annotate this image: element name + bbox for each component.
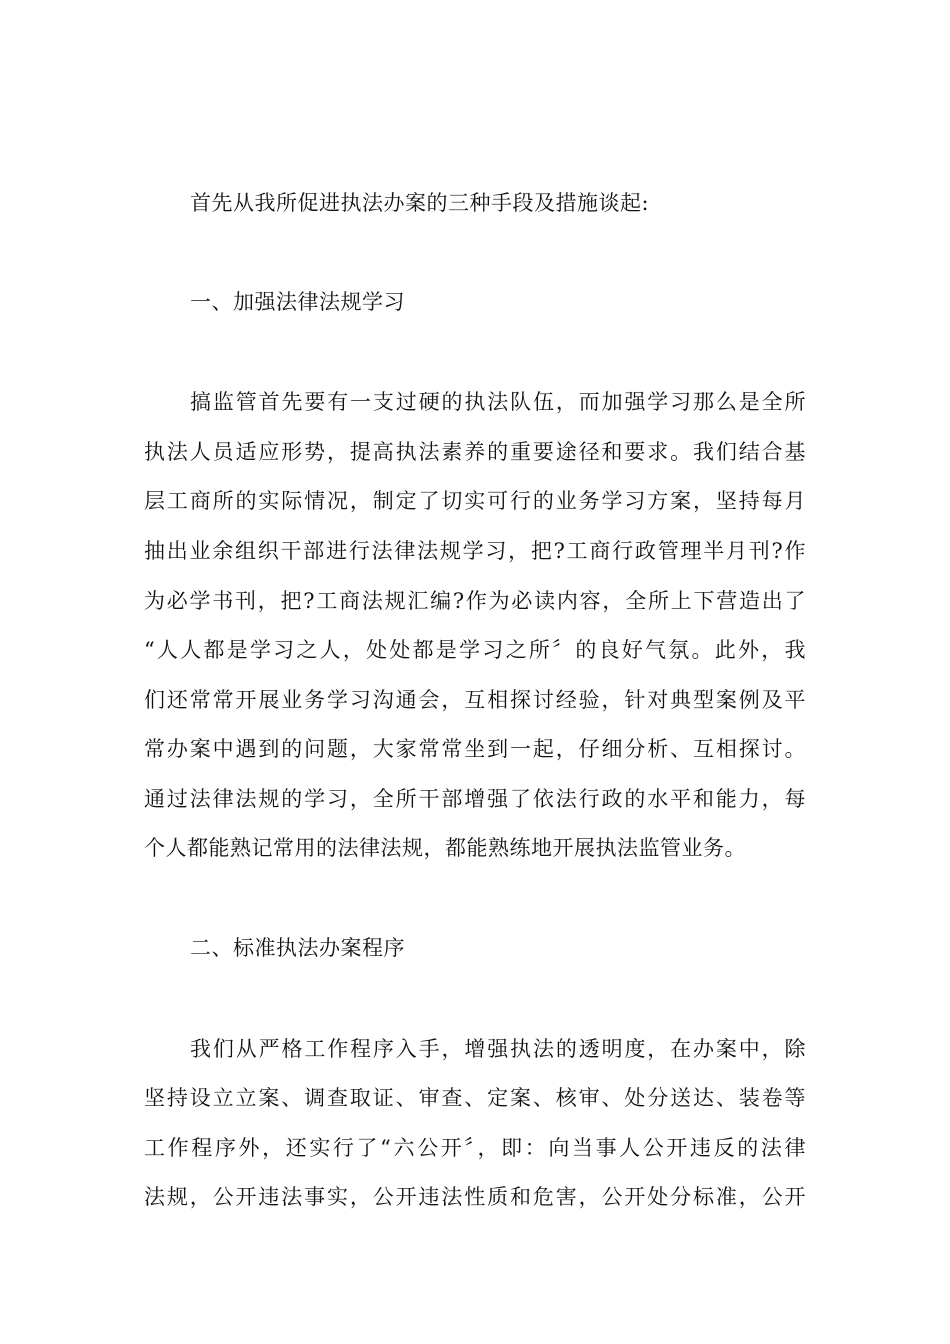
paragraph-line: 通过法律法规的学习，全所干部增强了依法行政的水平和能力，每 bbox=[144, 787, 806, 811]
paragraph-line: 坚持设立立案、调查取证、审查、定案、核审、处分送达、装卷等 bbox=[144, 1086, 806, 1110]
intro-line: 首先从我所促进执法办案的三种手段及措施谈起: bbox=[190, 191, 650, 215]
paragraph-line: 们还常常开展业务学习沟通会，互相探讨经验，针对典型案例及平 bbox=[144, 688, 806, 712]
paragraph-line: 常办案中遇到的问题，大家常常坐到一起，仔细分析、互相探讨。 bbox=[144, 737, 806, 761]
paragraph-line: 工作程序外，还实行了“六公开〞，即：向当事人公开违反的法律 bbox=[144, 1136, 806, 1160]
section-heading-1: 一、加强法律法规学习 bbox=[190, 290, 405, 314]
paragraph-line: 个人都能熟记常用的法律法规，都能熟练地开展执法监管业务。 bbox=[144, 836, 746, 860]
paragraph-line: 层工商所的实际情况，制定了切实可行的业务学习方案，坚持每月 bbox=[144, 489, 806, 513]
paragraph-line: 抽出业余组织干部进行法律法规学习，把?工商行政管理半月刊?作 bbox=[144, 539, 806, 563]
section-heading-2: 二、标准执法办案程序 bbox=[190, 936, 405, 960]
paragraph-line: 执法人员适应形势，提高执法素养的重要途径和要求。我们结合基 bbox=[144, 440, 806, 464]
paragraph-line: “人人都是学习之人，处处都是学习之所〞的良好气氛。此外，我 bbox=[144, 638, 806, 662]
paragraph-line: 法规，公开违法事实，公开违法性质和危害，公开处分标准，公开 bbox=[144, 1185, 806, 1209]
paragraph-line: 我们从严格工作程序入手，增强执法的透明度，在办案中，除 bbox=[190, 1037, 806, 1061]
paragraph-line: 为必学书刊，把?工商法规汇编?作为必读内容，全所上下营造出了 bbox=[144, 589, 806, 613]
paragraph-line: 搞监管首先要有一支过硬的执法队伍，而加强学习那么是全所 bbox=[190, 390, 806, 414]
